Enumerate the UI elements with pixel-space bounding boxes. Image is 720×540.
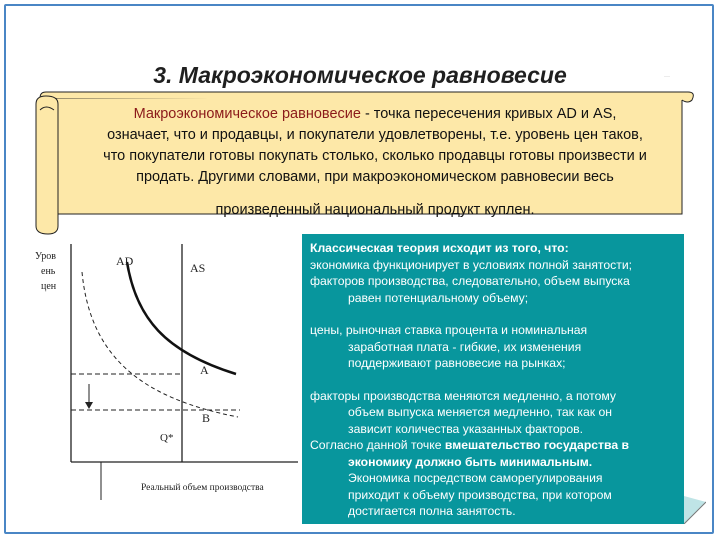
classical-p2-line1: цены, рыночная ставка процента и номинальная — [310, 323, 588, 337]
classical-p1-line3: равен потенциальному объему; — [348, 290, 529, 305]
definition-line3: что покупатели готовы покупать столько, сколько продавцы готовы произвести и — [103, 148, 647, 164]
classical-p1-line2: факторов производства, следовательно, объем выпуска — [310, 274, 630, 288]
classical-p3-line1: факторы производства меняются медленно, а потому — [310, 388, 617, 403]
y-axis-label-1: Уров — [35, 251, 56, 262]
definition-term: Макроэкономическое равновесие — [133, 106, 361, 122]
classical-p2-line3: поддерживают равновесие на рынках; — [348, 356, 566, 370]
classical-p4-line5: достигается полна занятость. — [348, 504, 516, 518]
definition-line5: произведенный национальный продукт куплен. — [215, 202, 535, 218]
classical-p1-line1: экономика функционирует в условиях полной занятости; — [310, 257, 633, 272]
x-axis-label: Реальный объем производства — [141, 483, 264, 493]
point-b-label: B — [202, 411, 211, 425]
classical-heading: Классическая теория исходит из того, что: — [310, 241, 569, 255]
ad-label: AD — [116, 254, 134, 268]
point-q-label: Q* — [160, 432, 174, 444]
classical-p4-line2: экономику должно быть минимальным. — [348, 454, 593, 469]
page-curl-icon — [684, 496, 706, 524]
classical-p4-line4: приходит к объему производства, при котором — [348, 487, 612, 502]
as-label: AS — [190, 261, 206, 275]
slide-title: 3. Макроэкономическое равновесие — [153, 62, 567, 88]
classical-p3-line2: объем выпуска меняется медленно, так как он — [348, 405, 612, 419]
definition-line2: означает, что и продавцы, и покупатели удовлетворены, т.е. уровень цен таков, — [107, 127, 643, 143]
y-axis-label-3: цен — [41, 281, 57, 292]
classical-p4-line1-b: вмешательство государства в — [444, 438, 630, 452]
y-axis-label-2: ень — [41, 266, 56, 277]
classical-p3-line3: зависит количества указанных факторов. — [348, 421, 584, 436]
definition-line1: - точка пересечения кривых AD и AS, — [360, 106, 617, 122]
classical-theory-box — [302, 234, 684, 524]
classical-p4-line1 — [310, 437, 678, 454]
down-arrow-head — [85, 402, 93, 409]
ad-shifted-curve — [82, 272, 238, 417]
classical-p4-line3: Экономика посредством саморегулирования — [348, 471, 603, 485]
corner-mark: ··· — [664, 74, 670, 80]
definition-line4: продать. Другими словами, при макроэкономическом равновесии весь — [136, 169, 614, 185]
classical-p2-line2: заработная плата - гибкие, их изменения — [348, 339, 582, 354]
point-a-label: A — [200, 363, 209, 377]
classical-p4-line1-a: Согласно данной точке — [310, 438, 445, 452]
